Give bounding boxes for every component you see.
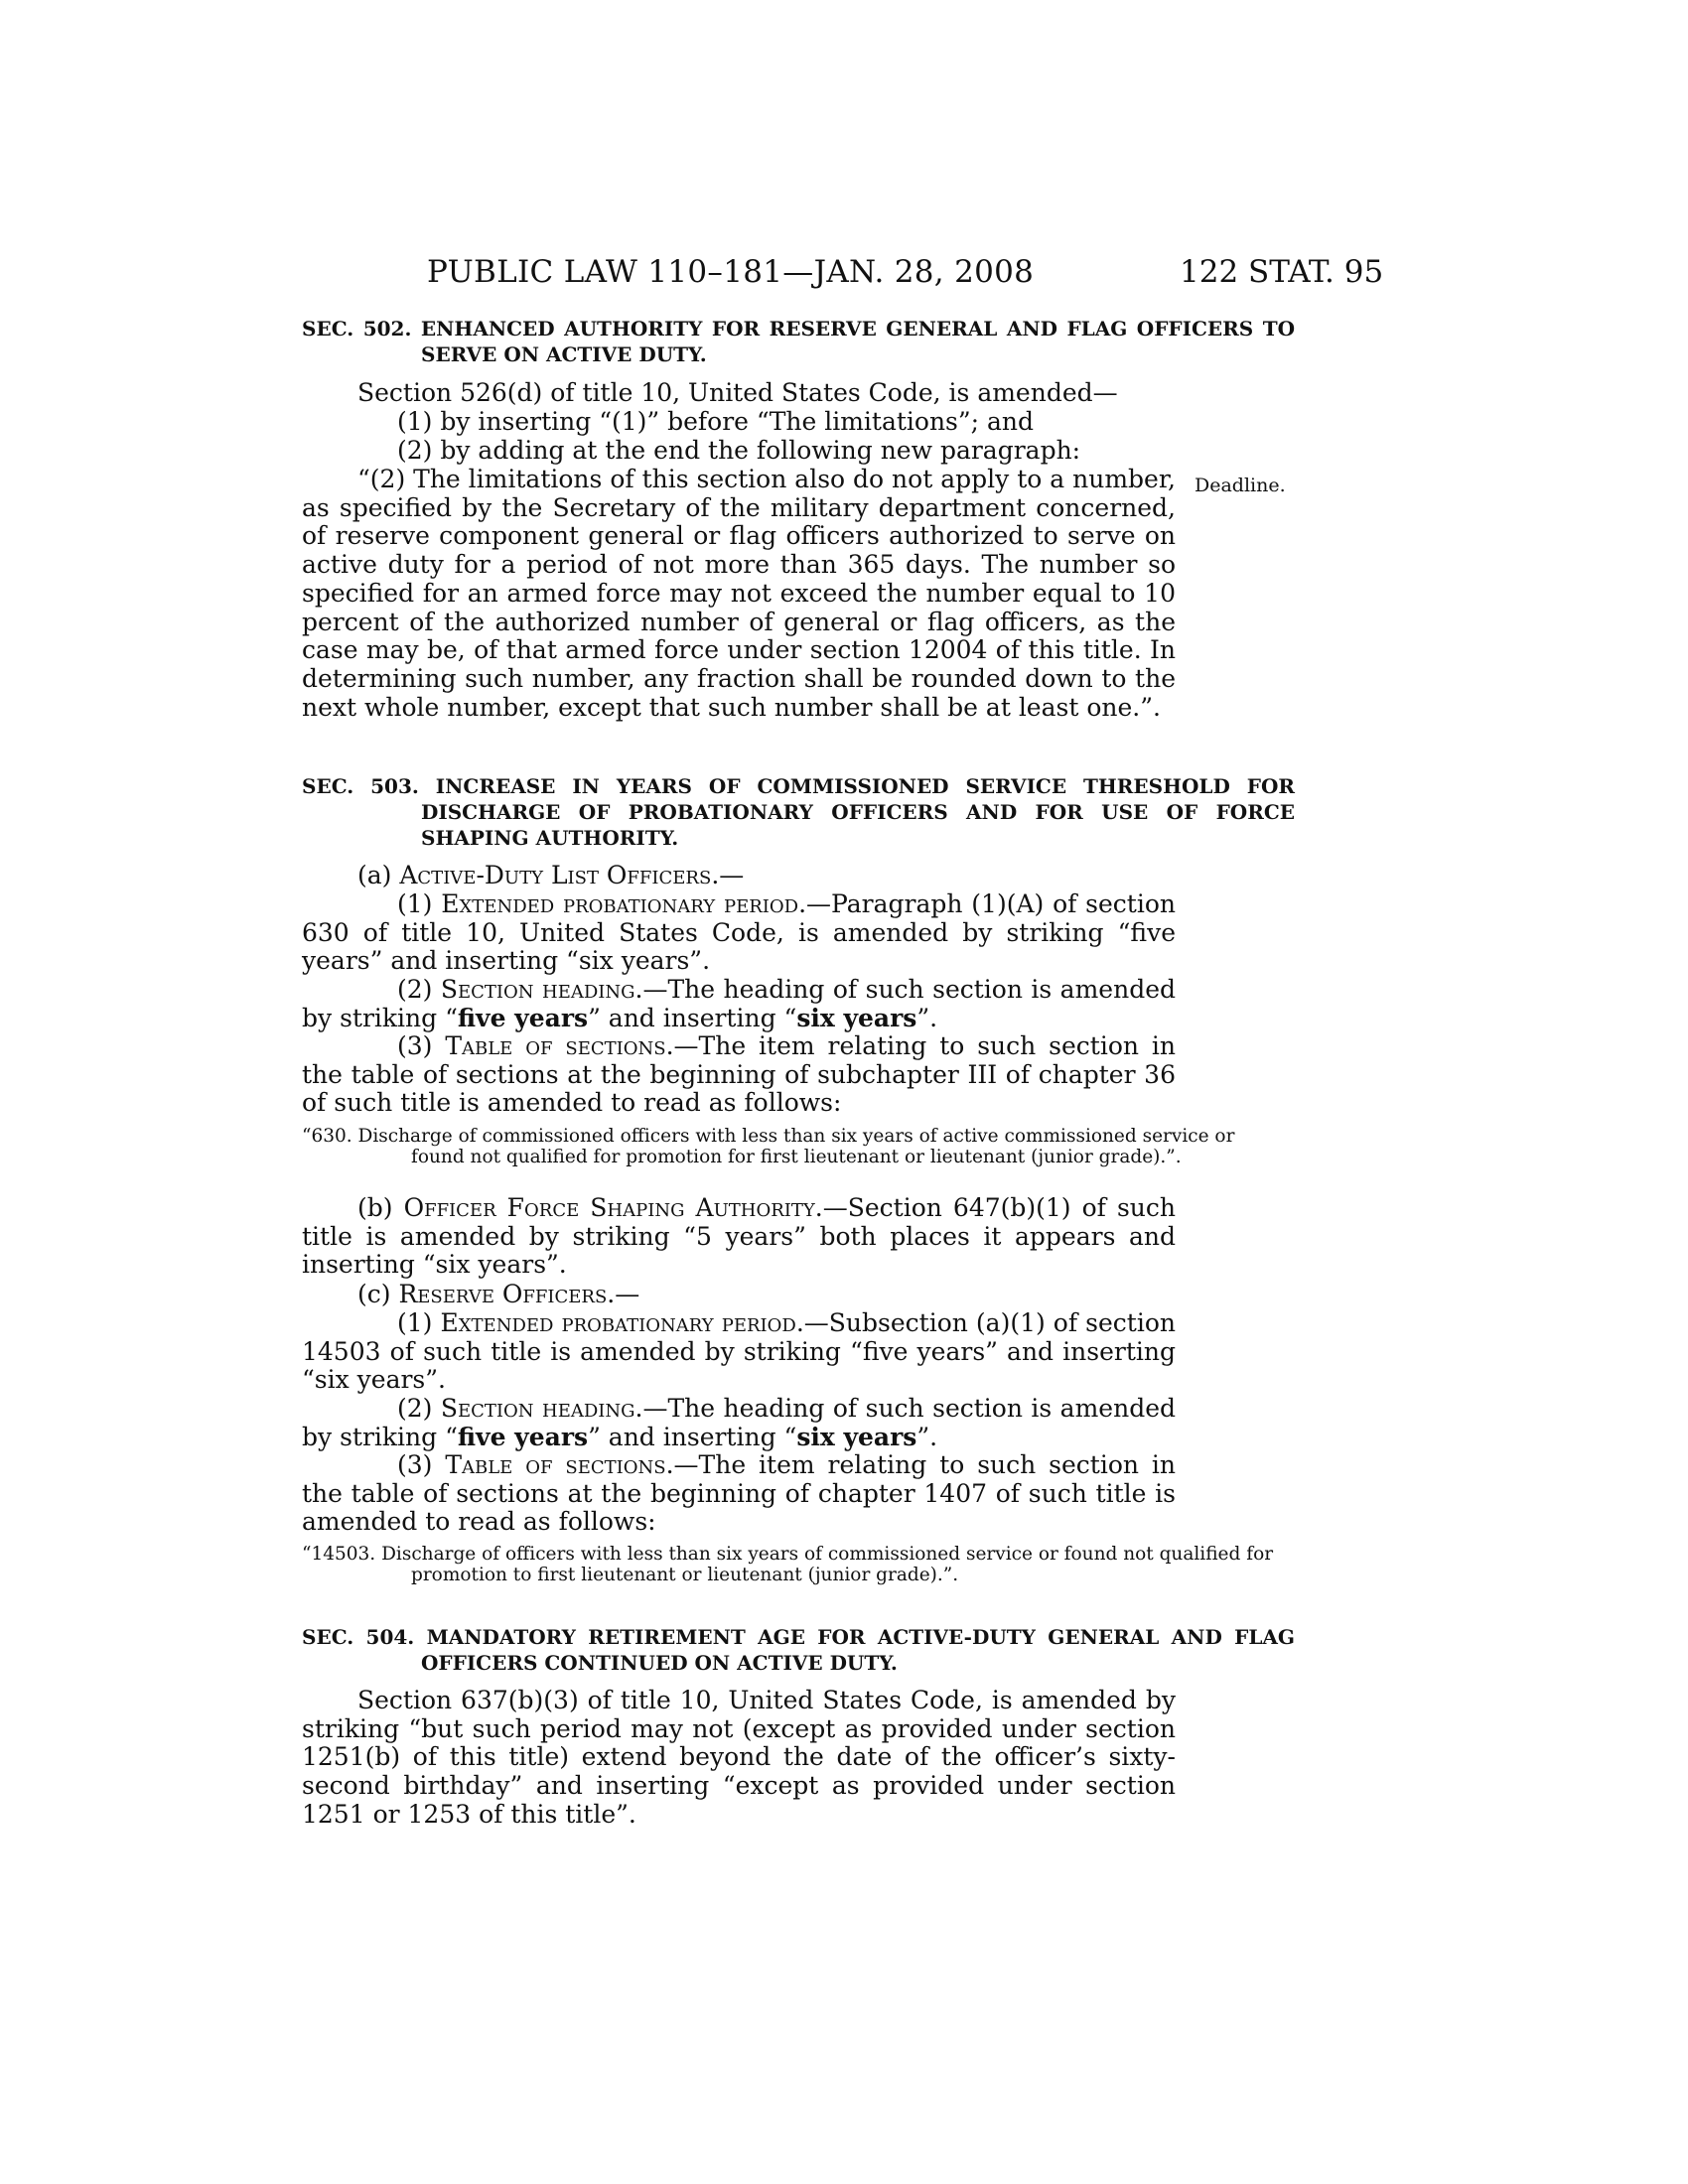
subsection-a-2 [302,976,1176,1032]
subsection-c-3-label: (3) [397,1450,446,1479]
subsection-a-2-bold-2: six years [796,1003,917,1032]
section-503-heading: SEC. 503. INCREASE IN YEARS OF COMMISSIONED SERVICE THRESHOLD FOR DISCHARGE OF PROBATIONARY OFFICERS AND FOR USE OF FORCE SHAPING AUTHORITY. [302,774,1295,850]
subsection-a-1-label: (1) [397,889,442,918]
subsection-c-heading [302,1281,1176,1309]
subsection-a-label: (a) [357,861,400,889]
subsection-a-3-text: —The item relating to such section in the table of sections at the beginning of subchapter III of chapter 36 of such title is amended to read as follows: [302,1031,1176,1118]
subsection-c-2-text-2: ” and inserting “ [588,1422,797,1451]
table-of-sections-entry-630: “630. Discharge of commissioned officers with less than six years of active commissioned service or found not qualified for promotion for first lieutenant or lieutenant (junior grade).”. [302,1126,1235,1167]
subsection-a-heading [302,862,1176,890]
subsection-b-text: —Section 647(b)(1) of such title is amended by striking “5 years” both places it appears and inserting “six years”. [302,1193,1176,1280]
section-504-heading: SEC. 504. MANDATORY RETIREMENT AGE FOR ACTIVE-DUTY GENERAL AND FLAG OFFICERS CONTINUED ON ACTIVE DUTY. [302,1625,1295,1675]
subsection-c-2-label: (2) [397,1394,441,1423]
section-502-intro: Section 526(d) of title 10, United States Code, is amended— [357,378,1118,407]
subsection-c-2-bold-2: six years [796,1422,917,1451]
subsection-c-3 [302,1451,1176,1537]
subsection-c-1-text: —Subsection (a)(1) of section 14503 of such title is amended by striking “five years” and inserting “six years”. [302,1308,1176,1395]
statute-page-number: 122 STAT. 95 [1180,254,1384,290]
section-502-item-2: (2) by adding at the end the following new paragraph: [397,436,1081,465]
margin-note-deadline: Deadline. [1195,475,1286,496]
subsection-c-1-label: (1) [397,1308,441,1337]
section-502-heading: SEC. 502. ENHANCED AUTHORITY FOR RESERVE GENERAL AND FLAG OFFICERS TO SERVE ON ACTIVE DUTY. [302,317,1295,366]
subsection-c-3-title: Table of sections. [445,1450,674,1479]
subsection-a-2-text-2: ” and inserting “ [588,1003,797,1032]
subsection-a-1 [302,890,1176,976]
running-header-title: PUBLIC LAW 110–181—JAN. 28, 2008 [427,254,1035,290]
subsection-a-2-title: Section heading. [440,975,643,1004]
subsection-a-2-text-1: —The heading of such section is amended by striking “ [302,975,1176,1032]
table-of-sections-entry-14503: “14503. Discharge of officers with less than six years of commissioned service or found not qualified for promotion to first lieutenant or lieutenant (junior grade).”. [302,1544,1274,1585]
subsection-a-1-text: —Paragraph (1)(A) of section 630 of title 10, United States Code, is amended by striking “five years” and inserting “six years”. [302,889,1177,976]
section-504-text: Section 637(b)(3) of title 10, United States Code, is amended by striking “but such period may not (except as provided under section 1251(b) of this title) extend beyond the date of the officer’s sixty-second birthday” and inserting “except as provided under section 1251 or 1253 of this title”. [302,1686,1176,1829]
subsection-c-2-text-1: —The heading of such section is amended by striking “ [302,1394,1176,1451]
subsection-a-2-label: (2) [397,975,441,1004]
subsection-b-title: Officer Force Shaping Authority. [403,1193,823,1222]
subsection-c-label: (c) [357,1280,399,1308]
subsection-b-label: (b) [357,1193,404,1222]
section-502-quoted-paragraph: “(2) The limitations of this section also do not apply to a number, as specified by the Secretary of the military department concerned, of reserve component general or flag officers authorized to serve on active duty for a period of not more than 365 days. The number so specified for an armed force may not exceed the number equal to 10 percent of the authorized number of general or flag officers, as the case may be, of that armed force under section 12004 of this title. In determining such number, any fraction shall be rounded down to the next whole number, except that such number shall be at least one.”. [302,465,1176,722]
subsection-b [302,1194,1176,1280]
subsection-a-2-text-3: ”. [916,1003,938,1032]
subsection-c-2-bold-1: five years [457,1422,589,1451]
subsection-c-3-text: —The item relating to such section in the table of sections at the beginning of chapter 1407 of such title is amended to read as follows: [302,1450,1176,1537]
section-502-item-1: (1) by inserting “(1)” before “The limitations”; and [397,407,1035,436]
subsection-c-2-text-3: ”. [916,1422,938,1451]
subsection-c-2-title: Section heading. [440,1394,643,1423]
subsection-c-2 [302,1395,1176,1451]
subsection-a-2-bold-1: five years [457,1003,589,1032]
subsection-c-title: Reserve Officers.— [398,1280,640,1308]
subsection-c-1 [302,1309,1176,1395]
subsection-c-1-title: Extended probationary period. [440,1308,804,1337]
subsection-a-3-label: (3) [397,1031,446,1060]
subsection-a-3-title: Table of sections. [445,1031,674,1060]
subsection-a-3 [302,1032,1176,1118]
subsection-a-title: Active-Duty List Officers.— [399,861,745,889]
subsection-a-1-title: Extended probationary period. [441,889,807,918]
